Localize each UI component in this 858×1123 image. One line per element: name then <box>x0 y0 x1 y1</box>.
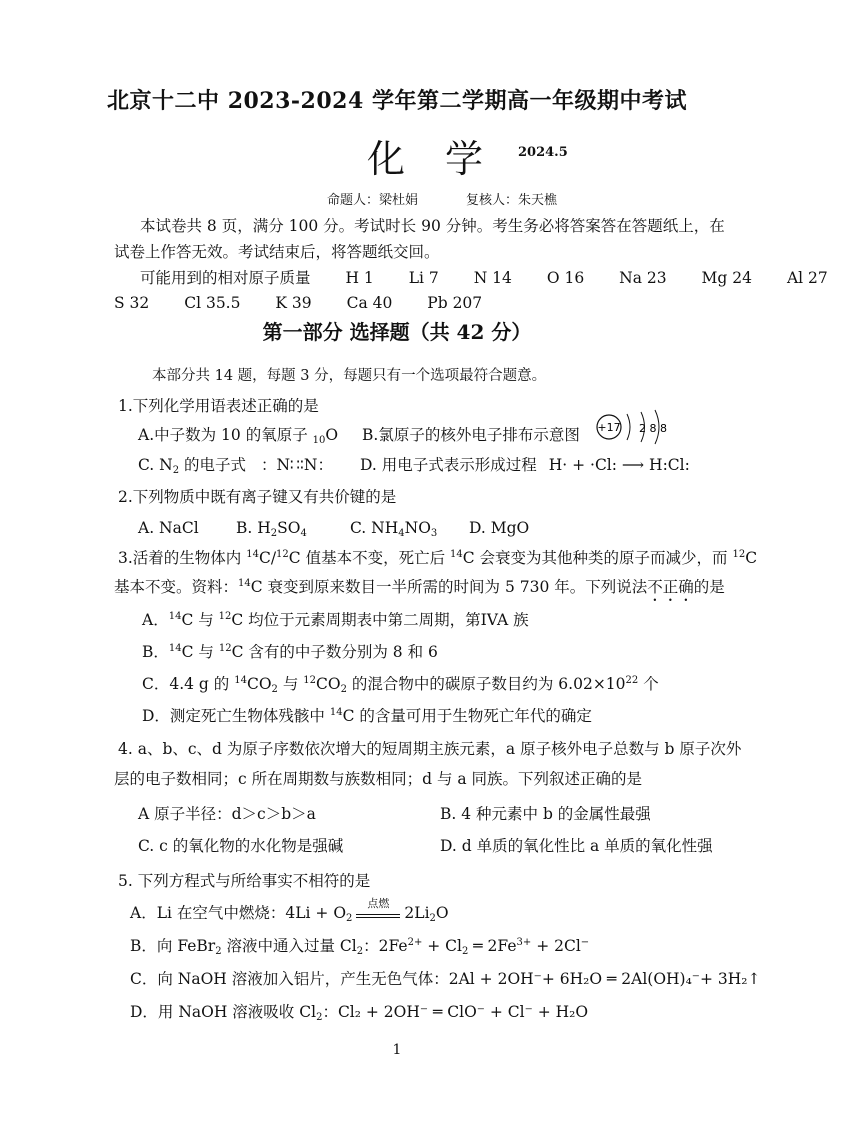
section-instruction: 本部分共 14 题，每题 3 分，每题只有一个选项最符合题意。 <box>152 368 547 384</box>
reaction-condition: 点燃 <box>356 906 400 918</box>
q3-option-a: A．$^{14}$C 与 $^{12}$C 均位于元素周期表中第二周期，第IVA 族 <box>142 611 529 629</box>
page-number: 1 <box>392 1042 402 1058</box>
q2-option-c: C. $NH_4NO_3$ <box>350 519 438 539</box>
q3-stem-line-1: 3.活着的生物体内 $^{14}$C/$^{12}$C 值基本不变，死亡后 $^{14}$C 会衰变为其他种类的原子而减少，而 $^{12}$C <box>118 549 758 567</box>
exam-title: 北京十二中 2023-2024 学年第二学期高一年级期中考试 <box>107 88 687 114</box>
q1-option-b: B.氯原子的核外电子排布示意图 <box>362 426 580 444</box>
q4-option-c: C. c 的氧化物的水化物是强碱 <box>138 837 344 855</box>
q4-option-b: B. 4 种元素中 b 的金属性最强 <box>440 805 651 823</box>
intro-line-2: 试卷上作答无效。考试结束后，将答题纸交回。 <box>114 243 440 261</box>
n2-electron-formula: ：N∷∶N： <box>260 456 333 474</box>
q5-option-d: D．用 NaOH 溶液吸收 $Cl_2$：Cl₂ + 2OH⁻ ═ ClO⁻ + Cl⁻ + H₂O <box>130 1003 589 1023</box>
authors-line <box>327 189 605 208</box>
q3-stem-line-2: 基本不变。资料：$^{14}$C 衰变到原来数目一半所需的时间为 5 730 年。下列说法不正确的是 <box>114 578 725 596</box>
mass-item: Na 23 <box>619 269 667 287</box>
q2-stem: 2.下列物质中既有离子键又有共价键的是 <box>118 488 397 506</box>
masses-row-1 <box>140 268 858 288</box>
q2-option-a: A. NaCl <box>138 519 199 537</box>
mass-item: H 1 <box>345 269 374 287</box>
subject-title: 化学 <box>367 137 524 181</box>
reviewer: 复核人：朱天樵 <box>466 193 558 208</box>
mass-item: S 32 <box>114 294 150 312</box>
q1-option-c: C. $N_2$ 的电子式 ：N∷∶N： <box>138 456 333 476</box>
q1-stem: 1.下列化学用语表述正确的是 <box>118 397 319 415</box>
intro-line-1: 本试卷共 8 页，满分 100 分。考试时长 90 分钟。考生务必将答案答在答题纸上，在 <box>140 217 725 235</box>
mass-item: N 14 <box>473 269 512 287</box>
q4-stem-line-2: 层的电子数相同；c 所在周期数与族数相同；d 与 a 同族。下列叙述正确的是 <box>114 770 643 788</box>
exam-date: 2024.5 <box>518 145 568 160</box>
q5-option-c: C．向 NaOH 溶液加入铝片，产生无色气体：2Al + 2OH⁻+ 6H₂O ═ 2Al(OH)₄⁻+ 3H₂↑ <box>130 970 761 988</box>
q3-option-d: D．测定死亡生物体残骸中 $^{14}$C 的含量可用于生物死亡年代的确定 <box>142 707 592 725</box>
mass-item: Li 7 <box>408 269 439 287</box>
mass-item: Cl 35.5 <box>184 294 241 312</box>
q1-option-a: A.中子数为 10 的氧原子 $_{10}$O <box>138 426 339 446</box>
q3-option-b: B．$^{14}$C 与 $^{12}$C 含有的中子数分别为 8 和 6 <box>142 643 438 661</box>
masses-label: 可能用到的相对原子质量 <box>140 269 311 287</box>
mass-item: Pb 207 <box>427 294 483 312</box>
q5-stem: 5. 下列方程式与所给事实不相符的是 <box>118 872 371 890</box>
q4-stem-line-1: 4. a、b、c、d 为原子序数依次增大的短周期主族元素，a 原子核外电子总数与 b 原子次外 <box>118 740 742 758</box>
author: 命题人：梁杜娟 <box>327 193 419 208</box>
q2-option-d: D. MgO <box>469 519 530 537</box>
shell-electrons: 2 8 8 <box>639 422 667 435</box>
masses-row-2 <box>114 293 512 313</box>
mass-item: O 16 <box>546 269 585 287</box>
chlorine-atom-diagram <box>593 406 683 448</box>
section-title: 第一部分 选择题（共 42 分） <box>262 320 532 344</box>
q4-option-a: A 原子半径：d＞c＞b＞a <box>138 805 316 823</box>
nucleus-label: +17 <box>597 421 621 434</box>
q2-option-b: B. $H_2SO_4$ <box>236 519 307 539</box>
q1-option-d: D. 用电子式表示形成过程 H· + ·Cl: ⟶ H:Cl: <box>360 456 690 474</box>
q5-option-b: B．向 FeBr$_2$ 溶液中通入过量 $Cl_2$：$2Fe^{2+} + Cl_2$ ═ $2Fe^{3+} + 2Cl^-$ <box>130 937 590 957</box>
q3-option-c: C．4.4 g 的 $^{14}CO_2$ 与 $^{12}CO_2$ 的混合物中的碳原子数目约为 $6.02\times 10^{22}$ 个 <box>142 675 659 695</box>
hcl-formation-equation: H· + ·Cl: ⟶ H:Cl: <box>548 456 690 474</box>
q4-option-d: D. d 单质的氧化性比 a 单质的氧化性强 <box>440 837 713 855</box>
q5-option-a: A．Li 在空气中燃烧：$4Li + O_2$ 点燃 $2Li_2O$ <box>130 897 449 924</box>
mass-item: Mg 24 <box>701 269 752 287</box>
mass-item: Ca 40 <box>346 294 393 312</box>
mass-item: K 39 <box>275 294 312 312</box>
mass-item: Al 27 <box>786 269 828 287</box>
